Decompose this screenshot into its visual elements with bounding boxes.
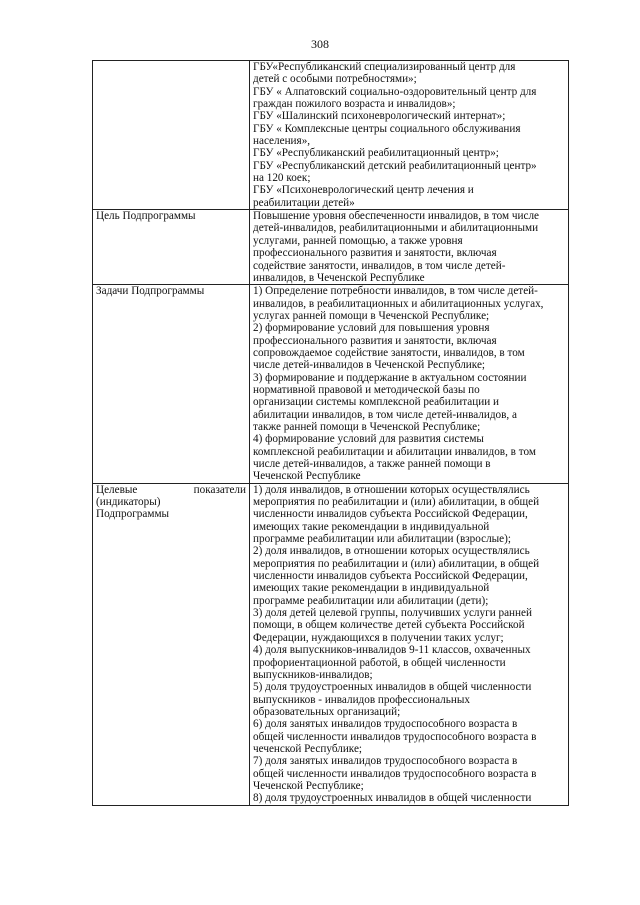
content-line: 2) доля инвалидов, в отношении которых осуществлялись — [253, 545, 530, 558]
content-line: сопровождаемое содействие занятости, инвалидов, в том — [253, 346, 525, 359]
content-line: 4) доля выпускников-инвалидов 9-11 классов, охваченных — [253, 644, 531, 657]
content-line: Повышение уровня обеспеченности инвалидов, в том числе — [253, 210, 539, 223]
content-line: 7) доля занятых инвалидов трудоспособного возраста в — [253, 755, 518, 768]
content-line: также ранней помощи в Чеченской Республике; — [253, 420, 481, 433]
row-label-line: Задачи Подпрограммы — [96, 285, 205, 298]
table-row — [93, 61, 569, 210]
content-line: граждан пожилого возраста и инвалидов»; — [253, 98, 456, 111]
content-line: организации системы комплексной реабилитации и — [253, 396, 500, 409]
row-label-line — [96, 484, 246, 496]
content-line: профориентационной работой, в общей численности — [253, 656, 506, 669]
content-line: ГБУ «Республиканский детский реабилитационный центр» — [253, 159, 537, 172]
content-line: помощи, в общем количестве детей субъекта Российской — [253, 619, 525, 632]
content-line: услугах ранней помощи в Чеченской Республике; — [253, 309, 490, 322]
row-label-cell — [93, 483, 250, 805]
content-line: абилитации инвалидов, в том числе детей-инвалидов, а — [253, 408, 517, 421]
content-line: ГБУ «Психоневрологический центр лечения и — [253, 184, 474, 197]
table-row — [93, 483, 569, 805]
content-line: Чеченской Республике — [253, 470, 361, 483]
content-line: общей численности инвалидов трудоспособного возраста в — [253, 767, 537, 780]
page-number: 308 — [311, 37, 329, 51]
row-label-cell — [93, 285, 250, 484]
content-line: численности инвалидов субъекта Российской Федерации, — [253, 508, 528, 521]
label-word: Целевые — [96, 483, 138, 496]
content-line: детей-инвалидов, реабилитационными и абилитационными — [253, 222, 539, 235]
content-line: комплексной реабилитации и абилитации инвалидов, в том — [253, 445, 536, 458]
content-line: образовательных организаций; — [253, 705, 401, 718]
label-word: показатели — [193, 483, 246, 496]
content-line: 1) доля инвалидов, в отношении которых осуществлялись — [253, 483, 530, 496]
content-line: числе детей-инвалидов в Чеченской Республике; — [253, 359, 486, 372]
table-row — [93, 285, 569, 484]
content-line: 3) доля детей целевой группы, получивших услуги ранней — [253, 607, 532, 620]
content-line: содействие занятости, инвалидов, в том числе детей- — [253, 259, 506, 272]
content-line: детей с особыми потребностями»; — [253, 73, 417, 86]
content-line: 2) формирование условий для повышения уровня — [253, 322, 490, 335]
program-passport-table — [92, 60, 569, 806]
content-line: имеющих такие рекомендации в индивидуальной — [253, 520, 490, 533]
content-line: 8) доля трудоустроенных инвалидов в общей численности — [253, 792, 532, 805]
content-line: Федерации, нуждающихся в получении таких услуг; — [253, 631, 504, 644]
content-line: ГБУ « Алпатовский социально-оздоровительный центр для — [253, 85, 537, 98]
content-line: профессионального развития и занятости, включая — [253, 247, 497, 260]
row-label-line: Подпрограммы — [96, 508, 170, 521]
row-content-cell — [250, 285, 569, 484]
content-line: мероприятия по реабилитации и (или) абилитации, в общей — [253, 496, 540, 509]
table-row — [93, 210, 569, 285]
content-line: программе реабилитации или абилитации (дети); — [253, 594, 489, 607]
content-line: 6) доля занятых инвалидов трудоспособного возраста в — [253, 718, 518, 731]
content-line: общей численности инвалидов трудоспособного возраста в — [253, 730, 537, 743]
content-line: 5) доля трудоустроенных инвалидов в общей численности — [253, 681, 532, 694]
content-line: ГБУ «Республиканский реабилитационный центр»; — [253, 147, 499, 160]
content-line: инвалидов, в реабилитационных и абилитационных услугах, — [253, 297, 544, 310]
content-line: услугами, ранней помощью, а также уровня — [253, 234, 463, 247]
content-line: нормативной правовой и методической базы по — [253, 383, 480, 396]
content-line: 3) формирование и поддержание в актуальном состоянии — [253, 371, 527, 384]
row-content-cell — [250, 483, 569, 805]
content-line: выпускников - инвалидов профессиональных — [253, 693, 470, 706]
content-line: реабилитации детей» — [253, 196, 355, 209]
content-line: программе реабилитации или абилитации (взрослые); — [253, 533, 511, 546]
content-line: численности инвалидов субъекта Российской Федерации, — [253, 570, 528, 583]
content-line: имеющих такие рекомендации в индивидуальной — [253, 582, 490, 595]
content-line: 1) Определение потребности инвалидов, в том числе детей- — [253, 285, 538, 298]
content-line: ГБУ «Шалинский психоневрологический интернат»; — [253, 110, 506, 123]
content-line: чеченской Республике; — [253, 742, 363, 755]
content-line: выпускников-инвалидов; — [253, 668, 373, 681]
content-line: ГБУ«Республиканский специализированный центр для — [253, 61, 516, 73]
content-line: числе детей-инвалидов, а также ранней помощи в — [253, 458, 491, 470]
content-line: профессионального развития и занятости, включая — [253, 334, 497, 347]
content-line: на 120 коек; — [253, 172, 311, 185]
row-label-line: Цель Подпрограммы — [96, 210, 196, 223]
row-content-cell — [250, 210, 569, 285]
content-line: населения», — [253, 135, 311, 148]
row-content-cell — [250, 61, 569, 210]
content-line: ГБУ « Комплексные центры социального обслуживания — [253, 122, 521, 135]
content-line: Чеченской Республике; — [253, 779, 364, 792]
content-line: 4) формирование условий для развития системы — [253, 433, 484, 446]
content-line: инвалидов, в Чеченской Республике — [253, 271, 425, 284]
table-body — [93, 61, 569, 806]
content-line: мероприятия по реабилитации и (или) абилитации, в общей — [253, 557, 540, 570]
row-label-cell — [93, 61, 250, 210]
row-label-cell — [93, 210, 250, 285]
row-label-line: (индикаторы) — [96, 496, 161, 509]
